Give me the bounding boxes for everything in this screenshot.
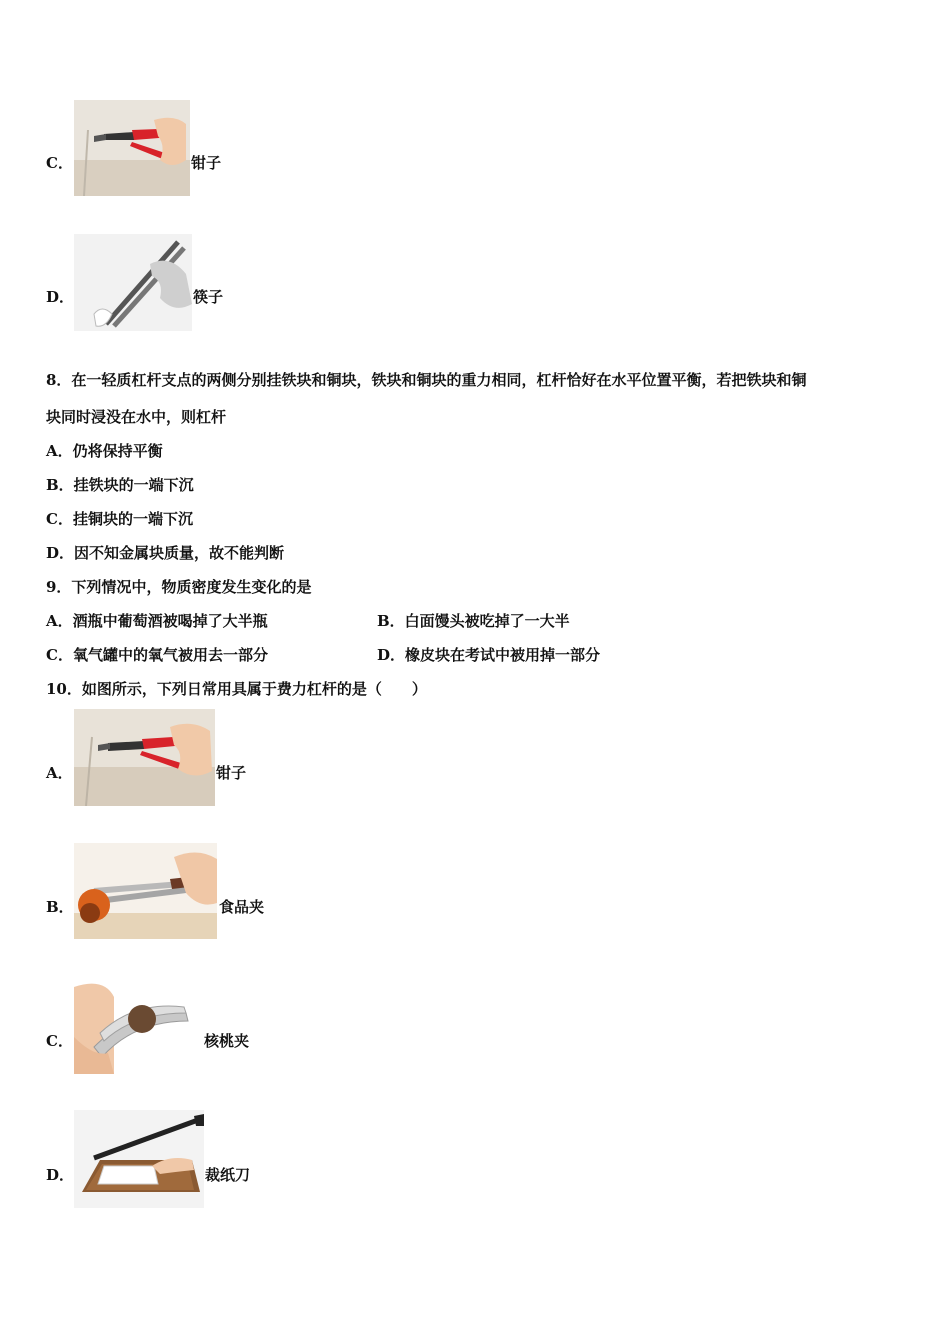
q10-option-d-letter: D． — [46, 1166, 75, 1184]
q9-option-d: D．橡皮块在考试中被用掉一部分 — [377, 646, 601, 664]
q10-option-a-letter: A． — [46, 764, 73, 782]
q7-option-c-caption: 钳子 — [191, 154, 222, 172]
pliers-photo-icon — [74, 709, 215, 806]
q8-option-c: C．挂铜块的一端下沉 — [46, 510, 193, 528]
q10-stem: 10．如图所示，下列日常用具属于费力杠杆的是（ ） — [46, 680, 427, 698]
q10-option-b-letter: B． — [46, 898, 74, 916]
q9-option-b: B．白面馒头被吃掉了一大半 — [377, 612, 570, 630]
q7-option-c-letter: C． — [46, 154, 73, 172]
q9-option-a: A．酒瓶中葡萄酒被喝掉了大半瓶 — [46, 612, 268, 630]
q8-option-a: A．仍将保持平衡 — [46, 442, 163, 460]
q8-option-b: B．挂铁块的一端下沉 — [46, 476, 194, 494]
q8-option-d: D．因不知金属块质量，故不能判断 — [46, 544, 285, 562]
chopsticks-photo-icon — [74, 234, 192, 331]
q7-option-d-letter: D． — [46, 288, 75, 306]
q8-stem-line-2: 块同时浸没在水中，则杠杆 — [46, 408, 227, 426]
q7-option-d-caption: 筷子 — [193, 288, 224, 306]
q9-stem: 9．下列情况中，物质密度发生变化的是 — [46, 578, 312, 596]
q10-option-b-caption: 食品夹 — [219, 898, 265, 916]
q9-option-c: C．氧气罐中的氧气被用去一部分 — [46, 646, 268, 664]
pliers-photo-icon — [74, 100, 190, 196]
q10-option-a-caption: 钳子 — [216, 764, 247, 782]
q10-option-c-caption: 核桃夹 — [204, 1032, 250, 1050]
nutcracker-photo-icon — [74, 977, 192, 1074]
food-tongs-photo-icon — [74, 843, 217, 939]
q10-option-c-letter: C． — [46, 1032, 73, 1050]
q8-stem-line-1: 8．在一轻质杠杆支点的两侧分别挂铁块和铜块，铁块和铜块的重力相同，杠杆恰好在水平位置平衡，若把铁块和铜 — [46, 371, 807, 389]
paper-cutter-photo-icon — [74, 1110, 204, 1208]
q10-option-d-caption: 裁纸刀 — [205, 1166, 251, 1184]
